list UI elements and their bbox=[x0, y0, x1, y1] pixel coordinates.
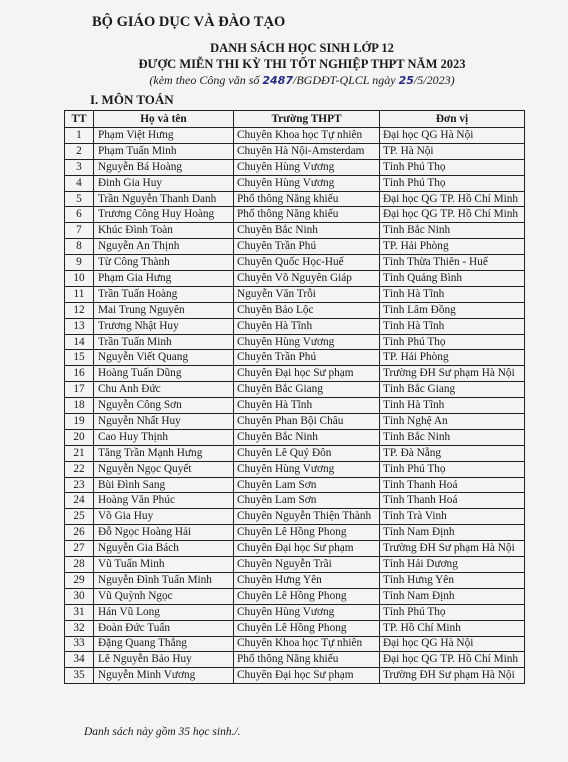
student-name: Cao Huy Thịnh bbox=[94, 429, 234, 445]
unit-name: Trường ĐH Sư phạm Hà Nội bbox=[380, 366, 525, 382]
unit-name: Tỉnh Phú Thọ bbox=[380, 175, 525, 191]
row-number: 11 bbox=[65, 286, 94, 302]
school-name: Chuyên Hưng Yên bbox=[234, 572, 380, 588]
unit-name: Tỉnh Hải Dương bbox=[380, 557, 525, 573]
table-row bbox=[65, 334, 525, 350]
row-number: 9 bbox=[65, 255, 94, 271]
school-name: Chuyên Hùng Vương bbox=[234, 159, 380, 175]
row-number: 15 bbox=[65, 350, 94, 366]
table-row bbox=[65, 398, 525, 414]
table-row bbox=[65, 318, 525, 334]
row-number: 35 bbox=[65, 668, 94, 684]
unit-name: Tỉnh Phú Thọ bbox=[380, 604, 525, 620]
unit-name: TP. Đà Nẵng bbox=[380, 445, 525, 461]
row-number: 5 bbox=[65, 191, 94, 207]
table-row bbox=[65, 477, 525, 493]
school-name: Chuyên Trần Phú bbox=[234, 350, 380, 366]
row-number: 8 bbox=[65, 239, 94, 255]
school-name: Chuyên Bắc Giang bbox=[234, 382, 380, 398]
student-name: Đặng Quang Thắng bbox=[94, 636, 234, 652]
table-row bbox=[65, 557, 525, 573]
unit-name: TP. Hải Phòng bbox=[380, 239, 525, 255]
student-name: Chu Anh Đức bbox=[94, 382, 234, 398]
student-name: Vũ Quỳnh Ngọc bbox=[94, 588, 234, 604]
student-name: Hoàng Văn Phúc bbox=[94, 493, 234, 509]
table-row bbox=[65, 604, 525, 620]
unit-name: Tỉnh Thừa Thiên - Huế bbox=[380, 255, 525, 271]
table-row bbox=[65, 175, 525, 191]
table-row bbox=[65, 461, 525, 477]
row-number: 13 bbox=[65, 318, 94, 334]
student-name: Nguyễn Viết Quang bbox=[94, 350, 234, 366]
student-name: Nguyễn Nhất Huy bbox=[94, 414, 234, 430]
unit-name: Tỉnh Lâm Đồng bbox=[380, 302, 525, 318]
unit-name: TP. Hồ Chí Minh bbox=[380, 620, 525, 636]
unit-name: Tỉnh Thanh Hoá bbox=[380, 493, 525, 509]
unit-name: Tỉnh Thanh Hoá bbox=[380, 477, 525, 493]
school-name: Chuyên Phan Bội Châu bbox=[234, 414, 380, 430]
table-row bbox=[65, 572, 525, 588]
row-number: 26 bbox=[65, 525, 94, 541]
student-name: Nguyễn Ngọc Quyết bbox=[94, 461, 234, 477]
unit-name: Tỉnh Phú Thọ bbox=[380, 159, 525, 175]
unit-name: Đại học QG Hà Nội bbox=[380, 636, 525, 652]
student-name: Võ Gia Huy bbox=[94, 509, 234, 525]
school-name: Phổ thông Năng khiếu bbox=[234, 191, 380, 207]
row-number: 3 bbox=[65, 159, 94, 175]
table-row bbox=[65, 636, 525, 652]
row-number: 22 bbox=[65, 461, 94, 477]
table-row bbox=[65, 445, 525, 461]
unit-name: Đại học QG TP. Hồ Chí Minh bbox=[380, 191, 525, 207]
table-row bbox=[65, 414, 525, 430]
unit-name: Tỉnh Nam Định bbox=[380, 588, 525, 604]
school-name: Chuyên Hà Nội-Amsterdam bbox=[234, 143, 380, 159]
school-name: Nguyễn Văn Trỗi bbox=[234, 286, 380, 302]
table-row bbox=[65, 302, 525, 318]
unit-name: Tỉnh Hưng Yên bbox=[380, 572, 525, 588]
school-name: Chuyên Quốc Học-Huế bbox=[234, 255, 380, 271]
section-title: I. MÔN TOÁN bbox=[90, 92, 174, 107]
student-name: Nguyễn Gia Bách bbox=[94, 541, 234, 557]
school-name: Chuyên Đại học Sư phạm bbox=[234, 541, 380, 557]
handwritten-day: 25 bbox=[398, 74, 414, 87]
table-row bbox=[65, 191, 525, 207]
student-name: Trương Nhật Huy bbox=[94, 318, 234, 334]
unit-name: TP. Hải Phòng bbox=[380, 350, 525, 366]
table-row bbox=[65, 207, 525, 223]
school-name: Chuyên Hùng Vương bbox=[234, 461, 380, 477]
table-row bbox=[65, 588, 525, 604]
student-name: Nguyễn Công Sơn bbox=[94, 398, 234, 414]
student-name: Đinh Gia Huy bbox=[94, 175, 234, 191]
table-row bbox=[65, 620, 525, 636]
student-name: Đoàn Đức Tuấn bbox=[94, 620, 234, 636]
unit-name: Trường ĐH Sư phạm Hà Nội bbox=[380, 668, 525, 684]
school-name: Chuyên Hà Tĩnh bbox=[234, 398, 380, 414]
school-name: Chuyên Bắc Ninh bbox=[234, 223, 380, 239]
table-row bbox=[65, 382, 525, 398]
row-number: 24 bbox=[65, 493, 94, 509]
row-number: 6 bbox=[65, 207, 94, 223]
unit-name: Đại học QG TP. Hồ Chí Minh bbox=[380, 652, 525, 668]
document-title: DANH SÁCH HỌC SINH LỚP 12 bbox=[210, 41, 394, 55]
student-name: Hoàng Tuấn Dũng bbox=[94, 366, 234, 382]
unit-name: Tỉnh Hà Tĩnh bbox=[380, 398, 525, 414]
school-name: Chuyên Bắc Ninh bbox=[234, 429, 380, 445]
school-name: Chuyên Bảo Lộc bbox=[234, 302, 380, 318]
column-header-tt: TT bbox=[65, 111, 94, 128]
student-name: Phạm Việt Hưng bbox=[94, 128, 234, 144]
school-name: Chuyên Nguyễn Trãi bbox=[234, 557, 380, 573]
subtitle-mid: /BGDĐT-QLCL ngày bbox=[293, 73, 399, 87]
unit-name: Tỉnh Bắc Ninh bbox=[380, 223, 525, 239]
handwritten-doc-number: 2487 bbox=[262, 74, 294, 87]
student-name: Phạm Tuấn Minh bbox=[94, 143, 234, 159]
school-name: Chuyên Lê Hồng Phong bbox=[234, 620, 380, 636]
student-name: Vũ Tuấn Minh bbox=[94, 557, 234, 573]
unit-name: Tỉnh Bắc Ninh bbox=[380, 429, 525, 445]
column-header-name: Họ và tên bbox=[94, 111, 234, 128]
table-row bbox=[65, 350, 525, 366]
row-number: 7 bbox=[65, 223, 94, 239]
school-name: Chuyên Nguyễn Thiện Thành bbox=[234, 509, 380, 525]
student-name: Mai Trung Nguyên bbox=[94, 302, 234, 318]
table-body bbox=[65, 128, 525, 684]
student-name: Từ Công Thành bbox=[94, 255, 234, 271]
row-number: 20 bbox=[65, 429, 94, 445]
table-row bbox=[65, 286, 525, 302]
school-name: Chuyên Trần Phú bbox=[234, 239, 380, 255]
row-number: 19 bbox=[65, 414, 94, 430]
table-row bbox=[65, 143, 525, 159]
student-name: Hán Vũ Long bbox=[94, 604, 234, 620]
school-name: Chuyên Lam Sơn bbox=[234, 477, 380, 493]
unit-name: Tỉnh Phú Thọ bbox=[380, 461, 525, 477]
table-row bbox=[65, 525, 525, 541]
table-row bbox=[65, 239, 525, 255]
unit-name: Tỉnh Hà Tĩnh bbox=[380, 286, 525, 302]
school-name: Chuyên Hùng Vương bbox=[234, 175, 380, 191]
table-row bbox=[65, 255, 525, 271]
school-name: Phổ thông Năng khiếu bbox=[234, 652, 380, 668]
school-name: Chuyên Hùng Vương bbox=[234, 604, 380, 620]
unit-name: Tỉnh Bắc Giang bbox=[380, 382, 525, 398]
row-number: 17 bbox=[65, 382, 94, 398]
table-row bbox=[65, 509, 525, 525]
unit-name: Tỉnh Trà Vinh bbox=[380, 509, 525, 525]
footer-note: Danh sách này gồm 35 học sinh./. bbox=[84, 726, 241, 738]
row-number: 4 bbox=[65, 175, 94, 191]
row-number: 27 bbox=[65, 541, 94, 557]
school-name: Chuyên Khoa học Tự nhiên bbox=[234, 128, 380, 144]
row-number: 30 bbox=[65, 588, 94, 604]
unit-name: Trường ĐH Sư phạm Hà Nội bbox=[380, 541, 525, 557]
table-row bbox=[65, 223, 525, 239]
student-name: Trần Nguyễn Thanh Danh bbox=[94, 191, 234, 207]
student-name: Nguyễn An Thịnh bbox=[94, 239, 234, 255]
row-number: 16 bbox=[65, 366, 94, 382]
row-number: 28 bbox=[65, 557, 94, 573]
student-name: Nguyễn Đình Tuấn Minh bbox=[94, 572, 234, 588]
unit-name: Đại học QG TP. Hồ Chí Minh bbox=[380, 207, 525, 223]
unit-name: Tỉnh Nam Định bbox=[380, 525, 525, 541]
row-number: 31 bbox=[65, 604, 94, 620]
row-number: 10 bbox=[65, 271, 94, 287]
table-row bbox=[65, 668, 525, 684]
row-number: 12 bbox=[65, 302, 94, 318]
row-number: 29 bbox=[65, 572, 94, 588]
table-row bbox=[65, 271, 525, 287]
student-name: Trần Tuấn Minh bbox=[94, 334, 234, 350]
unit-name: TP. Hà Nội bbox=[380, 143, 525, 159]
school-name: Chuyên Lê Quý Đôn bbox=[234, 445, 380, 461]
subtitle-prefix: (kèm theo Công văn số bbox=[149, 73, 263, 87]
school-name: Chuyên Lam Sơn bbox=[234, 493, 380, 509]
school-name: Chuyên Lê Hồng Phong bbox=[234, 525, 380, 541]
student-name: Nguyễn Minh Vương bbox=[94, 668, 234, 684]
student-name: Nguyễn Bá Hoàng bbox=[94, 159, 234, 175]
unit-name: Tỉnh Nghệ An bbox=[380, 414, 525, 430]
ministry-name: BỘ GIÁO DỤC VÀ ĐÀO TẠO bbox=[92, 14, 286, 30]
unit-name: Tỉnh Hà Tĩnh bbox=[380, 318, 525, 334]
row-number: 14 bbox=[65, 334, 94, 350]
student-name: Phạm Gia Hưng bbox=[94, 271, 234, 287]
document-title-line2: ĐƯỢC MIỄN THI KỲ THI TỐT NGHIỆP THPT NĂM 2023 bbox=[138, 57, 466, 71]
row-number: 34 bbox=[65, 652, 94, 668]
table-row bbox=[65, 366, 525, 382]
table-row bbox=[65, 541, 525, 557]
table-row bbox=[65, 493, 525, 509]
row-number: 1 bbox=[65, 128, 94, 144]
subtitle-suffix: /5/2023) bbox=[413, 73, 455, 87]
student-name: Khúc Đình Toàn bbox=[94, 223, 234, 239]
table-header-row bbox=[65, 111, 525, 128]
school-name: Phổ thông Năng khiếu bbox=[234, 207, 380, 223]
school-name: Chuyên Đại học Sư phạm bbox=[234, 366, 380, 382]
row-number: 21 bbox=[65, 445, 94, 461]
document-subtitle bbox=[0, 73, 568, 88]
row-number: 2 bbox=[65, 143, 94, 159]
student-name: Trần Tuấn Hoàng bbox=[94, 286, 234, 302]
student-name: Đỗ Ngọc Hoàng Hải bbox=[94, 525, 234, 541]
student-table bbox=[64, 110, 525, 684]
table-row bbox=[65, 652, 525, 668]
unit-name: Tỉnh Quảng Bình bbox=[380, 271, 525, 287]
school-name: Chuyên Võ Nguyên Giáp bbox=[234, 271, 380, 287]
school-name: Chuyên Hùng Vương bbox=[234, 334, 380, 350]
table-row bbox=[65, 128, 525, 144]
row-number: 32 bbox=[65, 620, 94, 636]
school-name: Chuyên Đại học Sư phạm bbox=[234, 668, 380, 684]
row-number: 33 bbox=[65, 636, 94, 652]
school-name: Chuyên Hà Tĩnh bbox=[234, 318, 380, 334]
table-row bbox=[65, 429, 525, 445]
row-number: 18 bbox=[65, 398, 94, 414]
table-row bbox=[65, 159, 525, 175]
student-name: Tăng Trần Mạnh Hưng bbox=[94, 445, 234, 461]
student-name: Bùi Đình Sang bbox=[94, 477, 234, 493]
row-number: 23 bbox=[65, 477, 94, 493]
student-name: Lê Nguyễn Bảo Huy bbox=[94, 652, 234, 668]
school-name: Chuyên Lê Hồng Phong bbox=[234, 588, 380, 604]
column-header-unit: Đơn vị bbox=[380, 111, 525, 128]
unit-name: Tỉnh Phú Thọ bbox=[380, 334, 525, 350]
unit-name: Đại học QG Hà Nội bbox=[380, 128, 525, 144]
school-name: Chuyên Khoa học Tự nhiên bbox=[234, 636, 380, 652]
row-number: 25 bbox=[65, 509, 94, 525]
student-name: Trương Công Huy Hoàng bbox=[94, 207, 234, 223]
column-header-school: Trường THPT bbox=[234, 111, 380, 128]
